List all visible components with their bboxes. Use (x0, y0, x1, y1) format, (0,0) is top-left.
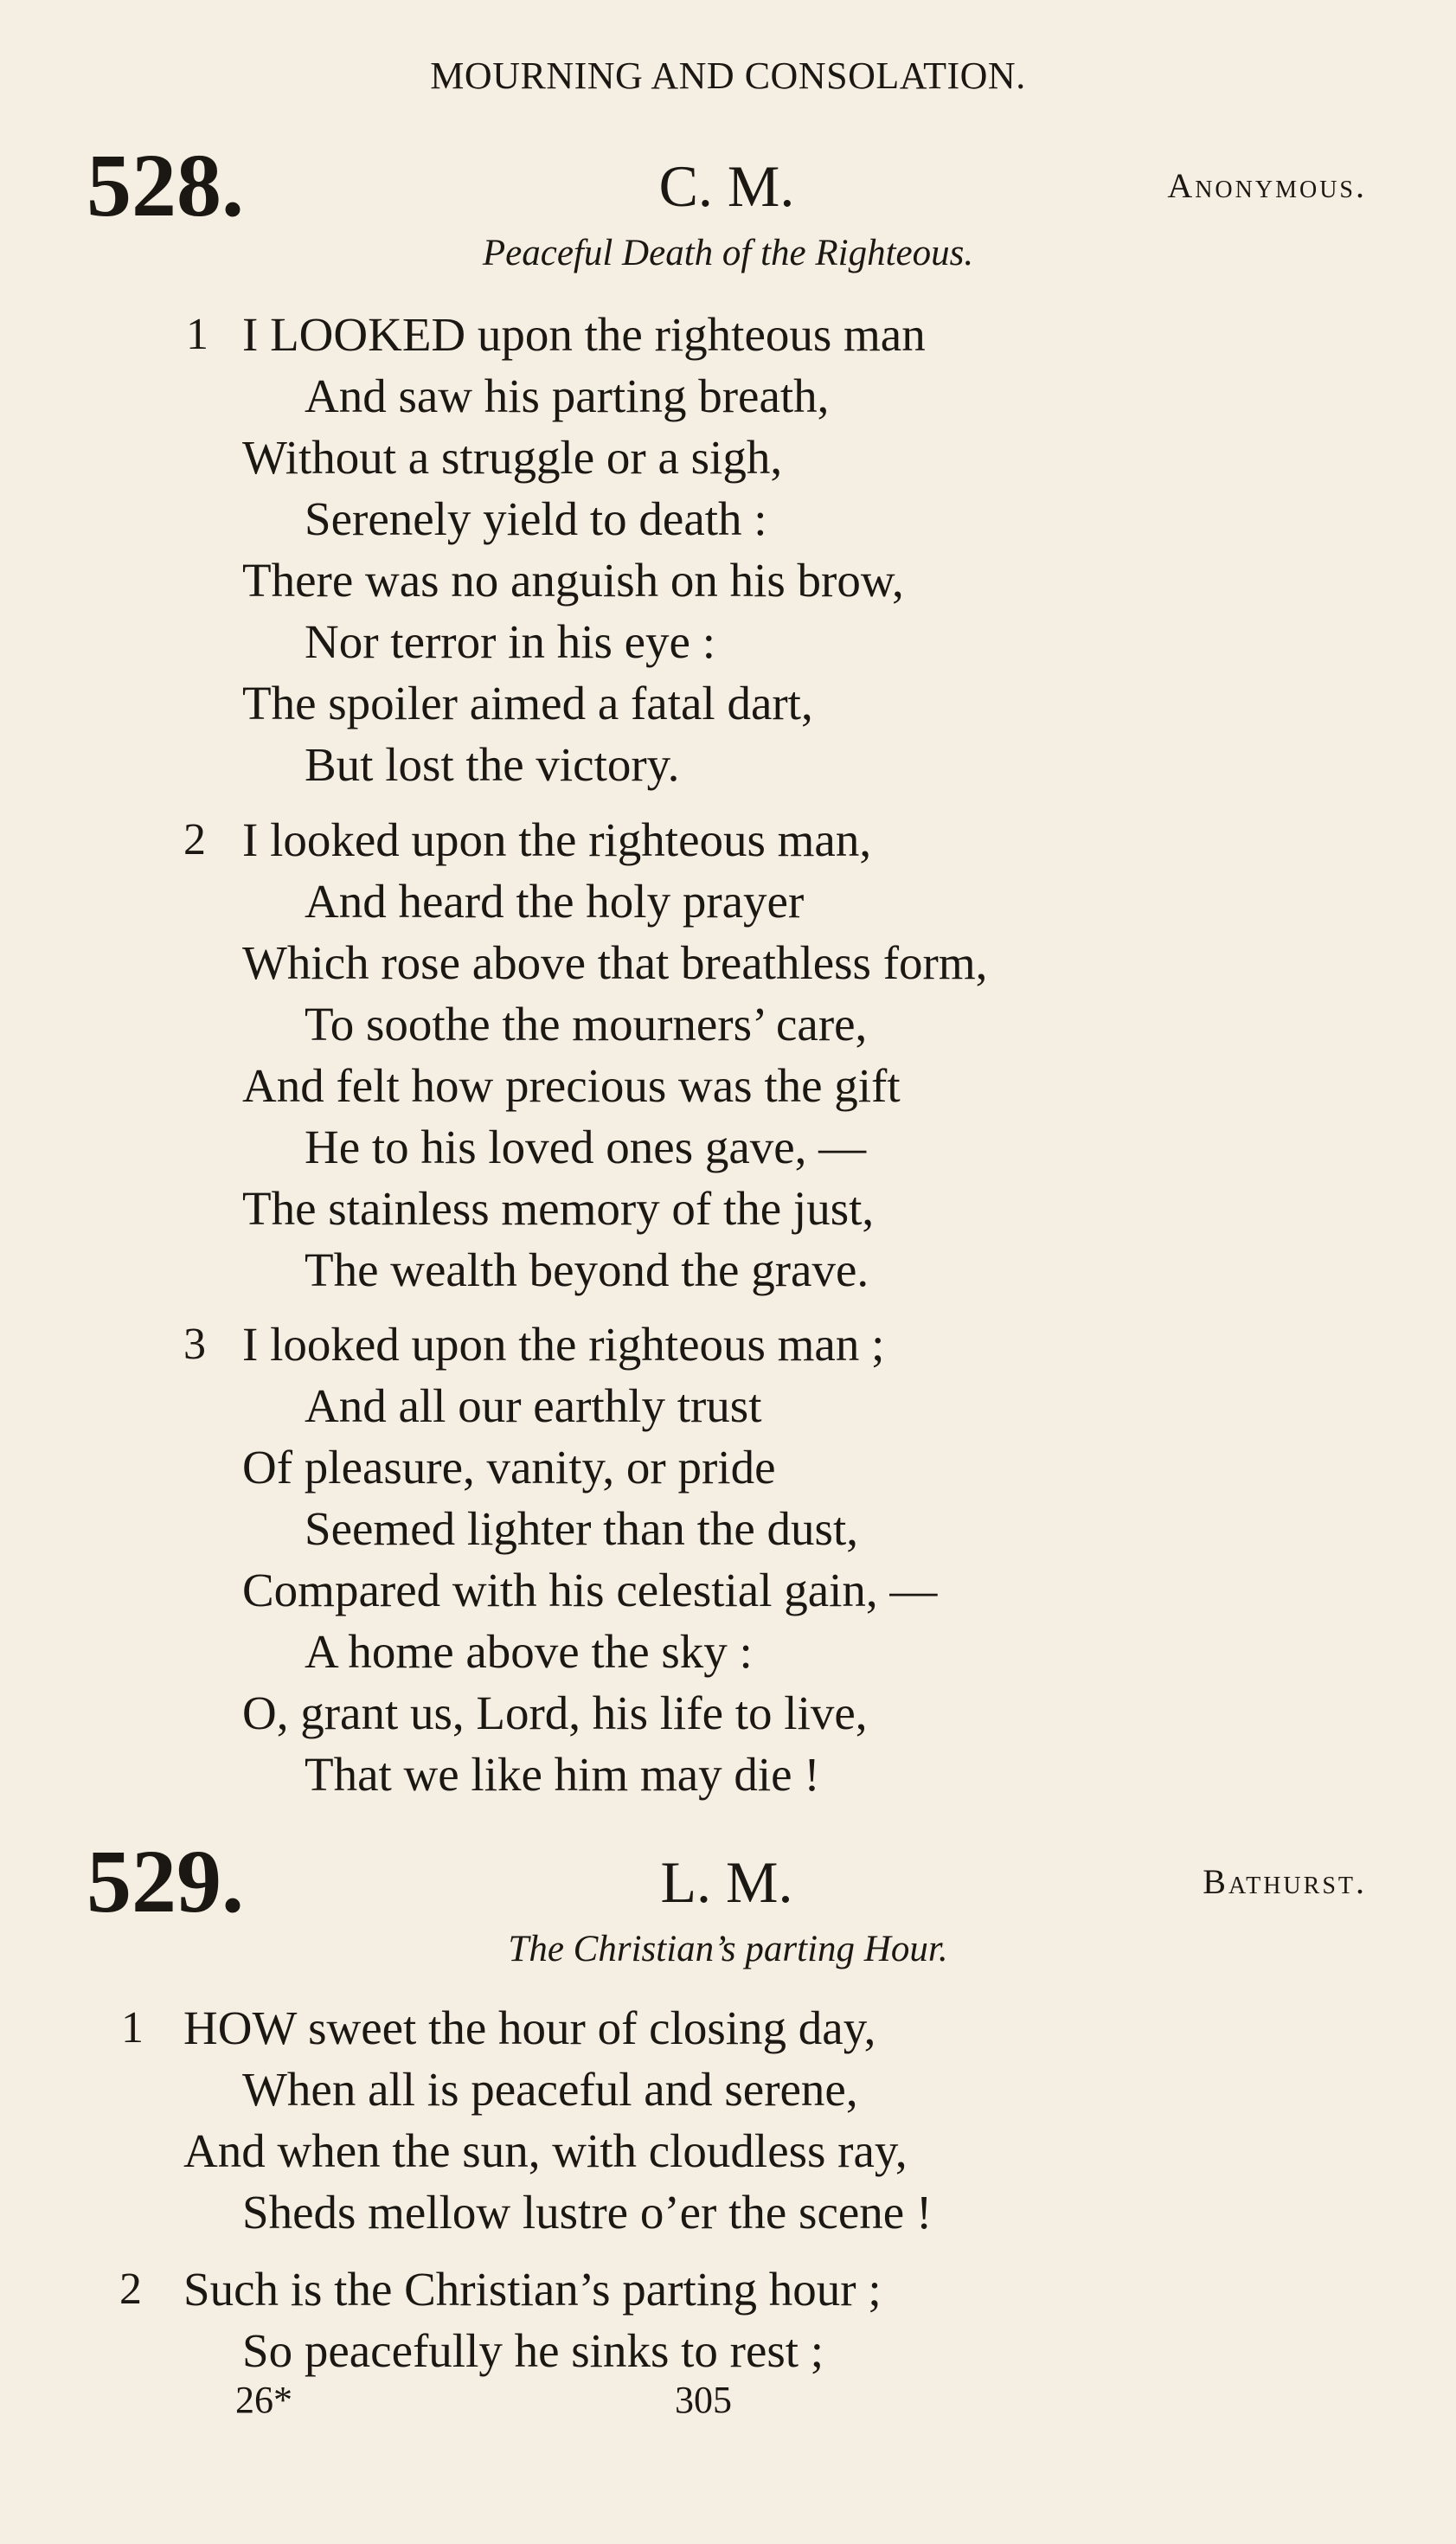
verse-text: Sheds mellow lustre o’er the scene ! (242, 2186, 933, 2239)
verse-line (0, 809, 1456, 870)
verse-line (0, 1314, 1456, 1375)
verse-line (0, 488, 1456, 549)
verse-text: Of pleasure, vanity, or pride (242, 1441, 776, 1494)
verse-line (0, 1116, 1456, 1178)
verse-text: Serenely yield to death : (305, 492, 767, 545)
verse-text: The wealth beyond the grave. (305, 1243, 869, 1296)
verse-line (0, 427, 1456, 488)
verse-text: There was no anguish on his brow, (242, 554, 904, 607)
running-head: MOURNING AND CONSOLATION. (430, 55, 1026, 97)
verse-text: Without a struggle or a sigh, (242, 431, 783, 484)
verse-text: Nor terror in his eye : (305, 615, 715, 668)
verse-text: And when the sun, with cloudless ray, (183, 2124, 908, 2177)
hymn-528-subtitle: Peaceful Death of the Righteous. (482, 233, 974, 273)
verse-line (0, 1178, 1456, 1239)
hymn-529-stanza-1 (0, 1997, 1456, 2243)
verse-line (0, 2258, 1456, 2320)
verse-line (0, 1559, 1456, 1621)
verse-line (0, 1498, 1456, 1559)
hymn-529-header (87, 1834, 1367, 1930)
verse-number: 2 (119, 2265, 142, 2314)
verse-text: Compared with his celestial gain, — (242, 1564, 938, 1616)
verse-text: The stainless memory of the just, (242, 1182, 875, 1235)
verse-number: 2 (183, 815, 206, 864)
verse-text: Such is the Christian’s parting hour ; (183, 2263, 882, 2316)
verse-text: HOW sweet the hour of closing day, (183, 2001, 876, 2054)
hymn-number: 528. (87, 136, 244, 235)
verse-line (0, 1621, 1456, 1682)
verse-text: So peacefully he sinks to rest ; (242, 2324, 824, 2377)
verse-line (0, 672, 1456, 734)
verse-line (0, 549, 1456, 611)
verse-line (0, 1239, 1456, 1301)
verse-line (0, 734, 1456, 795)
verse-text: He to his loved ones gave, — (305, 1121, 867, 1173)
verse-text: And all our earthly trust (305, 1379, 762, 1432)
verse-line (0, 1997, 1456, 2059)
hymn-author: Bathurst. (1203, 1862, 1367, 1901)
verse-line (0, 932, 1456, 993)
hymn-528-header (87, 138, 1367, 234)
verse-text: But lost the victory. (305, 738, 680, 791)
verse-text: O, grant us, Lord, his life to live, (242, 1686, 868, 1739)
hymn-528-stanza-3 (0, 1314, 1456, 1805)
verse-text: I looked upon the righteous man ; (242, 1318, 885, 1371)
hymn-meter: C. M. (658, 153, 795, 219)
verse-line (0, 304, 1456, 365)
verse-text: The spoiler aimed a fatal dart, (242, 677, 813, 729)
verse-line (0, 611, 1456, 672)
verse-line (0, 1375, 1456, 1436)
signature-mark: 26* (235, 2379, 292, 2421)
verse-text: I looked upon the righteous man, (242, 813, 872, 866)
verse-line (0, 1744, 1456, 1805)
verse-text: I LOOKED upon the righteous man (242, 308, 926, 361)
verse-text: That we like him may die ! (305, 1748, 820, 1801)
page-number: 305 (675, 2379, 732, 2421)
verse-line (0, 993, 1456, 1055)
verse-line (0, 1436, 1456, 1498)
verse-text: To soothe the mourners’ care, (305, 998, 868, 1050)
verse-line (0, 1682, 1456, 1744)
verse-line (0, 870, 1456, 932)
verse-line (0, 365, 1456, 427)
verse-number: 1 (186, 310, 208, 359)
verse-text: Seemed lighter than the dust, (305, 1502, 858, 1555)
hymn-number: 529. (87, 1832, 244, 1931)
verse-line (0, 2320, 1456, 2381)
hymn-529-subtitle: The Christian’s parting Hour. (508, 1929, 948, 1969)
verse-text: When all is peaceful and serene, (242, 2063, 858, 2116)
verse-number: 1 (121, 2003, 144, 2053)
verse-text: And saw his parting breath, (305, 369, 830, 422)
hymn-author: Anonymous. (1167, 166, 1367, 205)
hymn-529-stanza-2 (0, 2258, 1456, 2381)
verse-line (0, 1055, 1456, 1116)
verse-line (0, 2120, 1456, 2181)
hymn-528-stanza-2 (0, 809, 1456, 1301)
hymn-meter: L. M. (660, 1849, 793, 1915)
verse-number: 3 (183, 1320, 206, 1369)
verse-text: Which rose above that breathless form, (242, 936, 988, 989)
verse-line (0, 2059, 1456, 2120)
hymn-528-stanza-1 (0, 304, 1456, 795)
verse-line (0, 2181, 1456, 2243)
verse-text: And heard the holy prayer (305, 875, 805, 928)
verse-text: A home above the sky : (305, 1625, 753, 1678)
verse-text: And felt how precious was the gift (242, 1059, 901, 1112)
